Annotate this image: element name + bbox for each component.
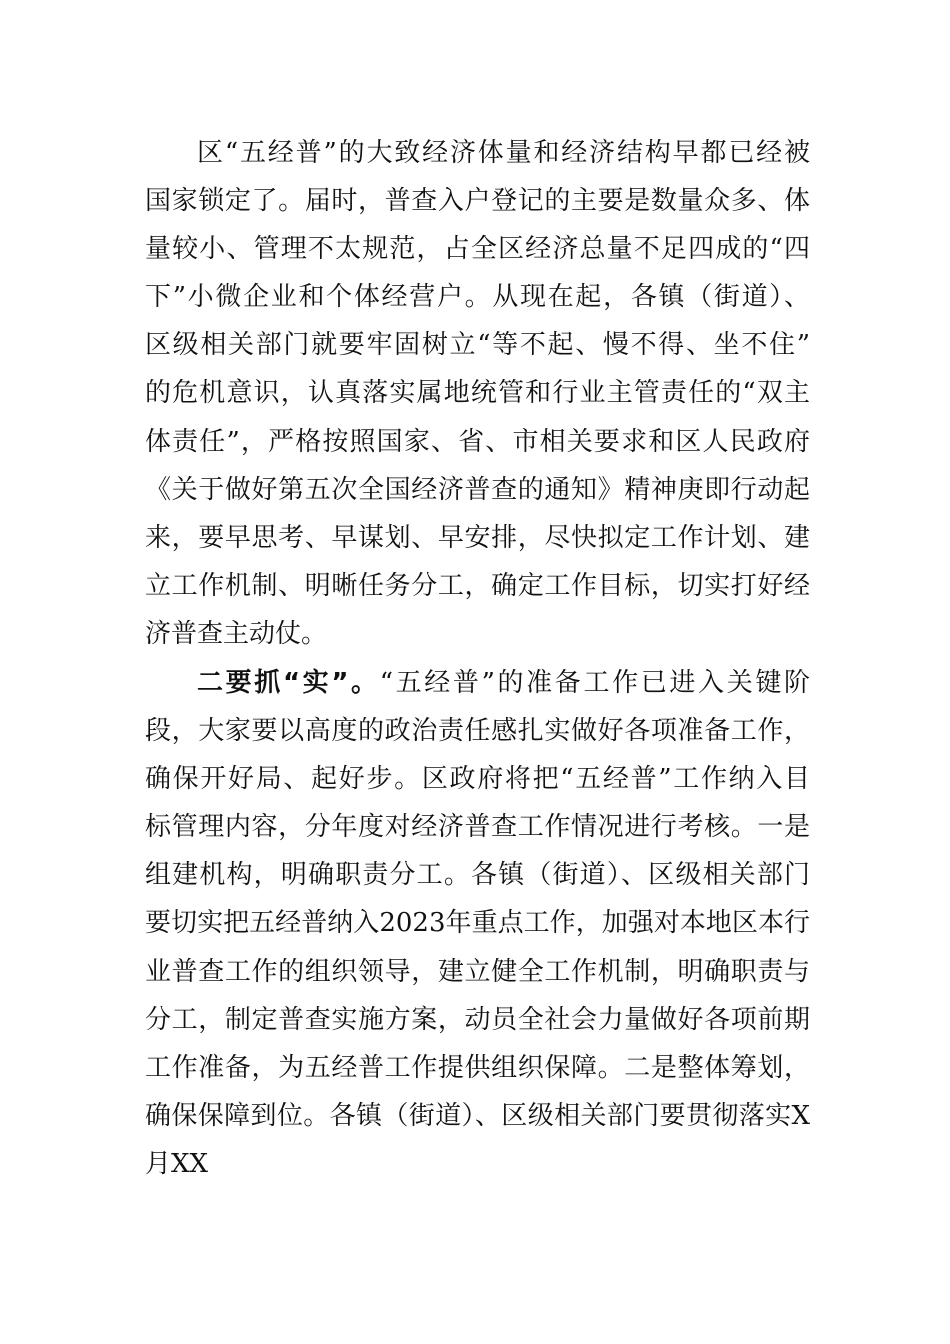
paragraph-1-line-8: 《关于做好第五次全国经济普查的通知》精神庚即行动起 [145,475,810,505]
paragraph-2-line-3: 确保开好局、起好步。区政府将把“五经普”工作纳入目 [145,764,810,794]
paragraph-1-line-10: 立工作机制、明晰任务分工，确定工作目标，切实打好经 [145,571,810,601]
paragraph-2-line-9: 工作准备，为五经普工作提供组织保障。二是整体筹划， [145,1053,810,1083]
paragraph-1-line-11: 济普查主动仗。 [145,619,328,649]
paragraph-2-line-6: 要切实把五经普纳入2023年重点工作，加强对本地区本行 [145,908,810,938]
paragraph-1-line-7: 体责任”，严格按照国家、省、市相关要求和区人民政府 [145,427,810,457]
paragraph-1-line-2: 国家锁定了。届时，普查入户登记的主要是数量众多、体 [145,186,810,216]
paragraph-2-line-7: 业普查工作的组织领导，建立健全工作机制，明确职责与 [145,957,810,987]
paragraph-2-line-10: 确保保障到位。各镇（街道）、区级相关部门要贯彻落实X [145,1101,810,1131]
paragraph-2-line-2: 段，大家要以高度的政治责任感扎实做好各项准备工作， [145,716,810,746]
paragraph-1-line-3: 量较小、管理不太规范，占全区经济总量不足四成的“四 [145,234,810,264]
paragraph-1-line-6: 的危机意识，认真落实属地统管和行业主管责任的“双主 [145,378,810,408]
paragraph-1-line-5: 区级相关部门就要牢固树立“等不起、慢不得、坐不住” [145,330,810,360]
paragraph-1-line-1: 区“五经普”的大致经济体量和经济结构早都已经被 [197,138,810,168]
paragraph-2-line-5: 组建机构，明确职责分工。各镇（街道）、区级相关部门 [145,860,810,890]
paragraph-1-line-4: 下”小微企业和个体经营户。从现在起，各镇（街道）、 [145,282,810,312]
paragraph-1-line-9: 来，要早思考、早谋划、早安排，尽快拟定工作计划、建 [145,523,810,553]
section-heading: 二要抓“实”。 [197,668,380,698]
paragraph-2-line-1 [197,663,810,703]
paragraph-2-line-8: 分工，制定普查实施方案，动员全社会力量做好各项前期 [145,1005,810,1035]
paragraph-2-line-11: 月XX [145,1149,209,1179]
paragraph-2-line-4: 标管理内容，分年度对经济普查工作情况进行考核。一是 [145,812,810,842]
paragraph-2-line-1-text: “五经普”的准备工作已进入关键阶 [379,668,810,698]
